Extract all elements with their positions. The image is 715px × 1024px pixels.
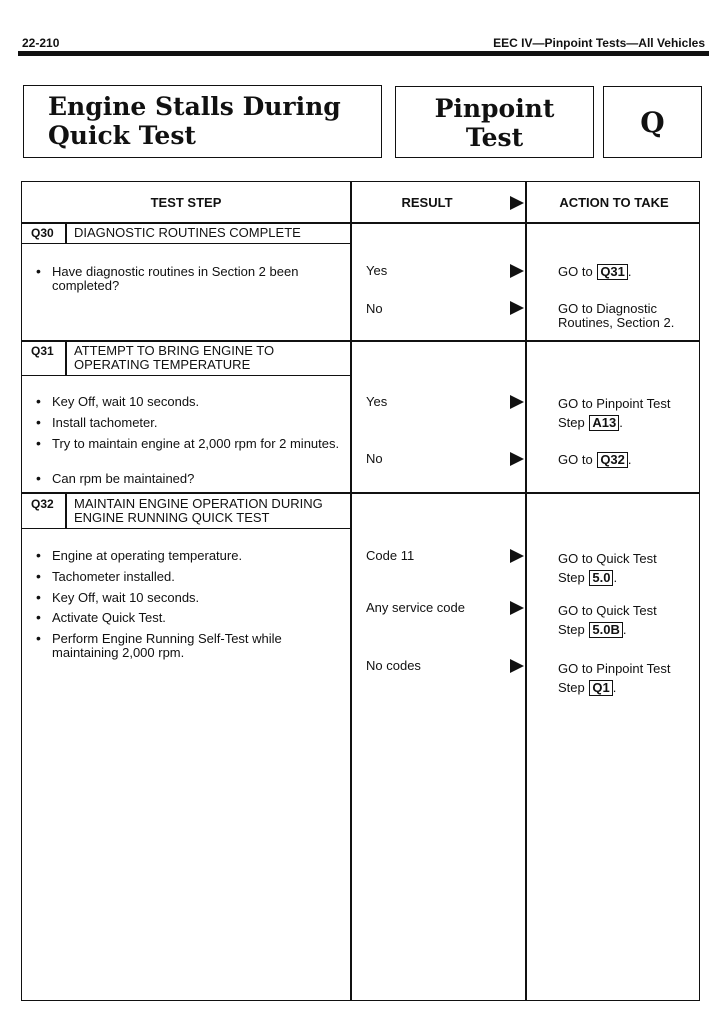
result-yes: Yes — [366, 394, 388, 409]
step-reference: 5.0B — [589, 622, 622, 638]
action-goto-a13: GO to Pinpoint Test Step A13 . — [558, 396, 671, 430]
bullet-item: • Try to maintain engine at 2,000 rpm for 2 minutes. — [36, 435, 340, 451]
bullet-item: • Have diagnostic routines in Section 2 been completed? — [36, 263, 299, 293]
column-header-test-step: TEST STEP — [150, 195, 222, 210]
step-reference: 5.0 — [589, 570, 613, 586]
step-id-q31: Q31 — [31, 344, 54, 358]
bullet-item: • Install tachometer. — [36, 414, 158, 430]
result-code-11: Code 11 — [366, 548, 415, 563]
bullet-item: • Can rpm be maintained? — [36, 470, 195, 486]
test-title-line1: Engine Stalls During — [48, 92, 341, 121]
step-reference: Q32 — [597, 452, 628, 468]
arrow-icon — [510, 264, 524, 278]
pinpoint-label-line1: Pinpoint — [434, 94, 555, 123]
result-no-codes: No codes — [366, 658, 421, 673]
test-letter-box — [603, 86, 702, 158]
arrow-icon — [510, 452, 524, 466]
bullet-item: • Tachometer installed. — [36, 568, 175, 584]
action-goto-5-0: GO to Quick Test Step 5.0 . — [558, 551, 657, 585]
column-header-action: ACTION TO TAKE — [559, 195, 669, 210]
result-any-service-code: Any service code — [366, 600, 465, 615]
step-id-q32: Q32 — [31, 497, 54, 511]
arrow-icon — [510, 549, 524, 563]
action-goto-q32: GO to Q32 . — [558, 452, 632, 467]
arrow-icon — [510, 659, 524, 673]
pinpoint-test-table — [21, 181, 700, 1001]
action-goto-diagnostic: GO to Diagnostic Routines, Section 2. — [558, 301, 675, 330]
action-goto-q1: GO to Pinpoint Test Step Q1 . — [558, 661, 671, 695]
step-reference: A13 — [589, 415, 619, 431]
header-rule — [18, 51, 709, 56]
step-id-q30: Q30 — [31, 226, 54, 240]
step-title-q32: MAINTAIN ENGINE OPERATION DURING ENGINE RUNNING QUICK TEST — [74, 496, 323, 525]
pinpoint-label-line2: Test — [465, 123, 524, 152]
arrow-icon — [510, 601, 524, 615]
step-title-q31: ATTEMPT TO BRING ENGINE TO OPERATING TEMPERATURE — [74, 343, 275, 372]
column-divider — [350, 182, 352, 1000]
pinpoint-test-box — [395, 86, 594, 158]
action-goto-5-0b: GO to Quick Test Step 5.0B . — [558, 603, 657, 637]
step-reference: Q31 — [597, 264, 628, 280]
bullet-item: • Key Off, wait 10 seconds. — [36, 589, 200, 605]
page-number: 22-210 — [22, 36, 60, 50]
arrow-icon — [510, 395, 524, 409]
column-divider — [525, 182, 527, 1000]
result-no: No — [366, 451, 383, 466]
arrow-icon — [510, 301, 524, 315]
column-header-result: RESULT — [401, 195, 453, 210]
action-goto-q31: GO to Q31 . — [558, 264, 632, 279]
result-no: No — [366, 301, 383, 316]
step-title-q30: DIAGNOSTIC ROUTINES COMPLETE — [74, 225, 301, 240]
result-yes: Yes — [366, 263, 388, 278]
bullet-item: • Key Off, wait 10 seconds. — [36, 393, 200, 409]
test-letter: Q — [640, 105, 665, 139]
bullet-item: • Engine at operating temperature. — [36, 547, 243, 563]
bullet-item: • Activate Quick Test. — [36, 609, 166, 625]
section-title: EEC IV—Pinpoint Tests—All Vehicles — [493, 36, 705, 50]
arrow-icon — [510, 196, 524, 210]
bullet-item: • Perform Engine Running Self-Test while maintaining 2,000 rpm. — [36, 630, 282, 660]
step-reference: Q1 — [589, 680, 612, 696]
test-title-line2: Quick Test — [48, 121, 196, 150]
test-title-box — [23, 85, 382, 158]
